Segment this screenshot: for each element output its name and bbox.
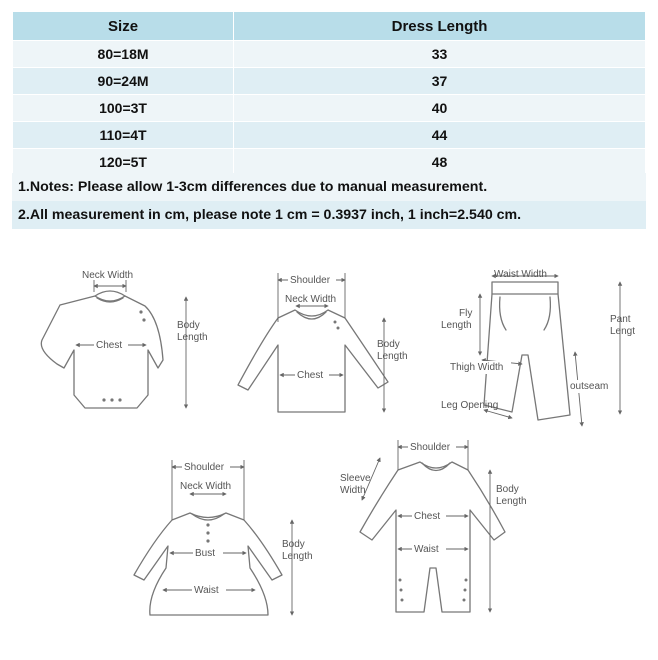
pants-outseam-label: outseam <box>570 381 609 392</box>
size-cell: 80=18M <box>13 41 234 68</box>
dress-length-label: Length <box>282 551 313 562</box>
dress-shoulder-label: Shoulder <box>184 462 225 473</box>
size-cell: 120=5T <box>13 149 234 176</box>
romper-width-label: Width <box>340 485 366 496</box>
romper-body-label: Body <box>496 484 519 495</box>
romper-length-label: Length <box>496 496 527 507</box>
size-cell: 100=3T <box>13 95 234 122</box>
bodysuit-length-label: Length <box>177 332 208 343</box>
bodysuit-neck-width-label: Neck Width <box>82 270 134 281</box>
romper-waist-label: Waist <box>414 544 439 555</box>
size-cell: 90=24M <box>13 68 234 95</box>
romper-sleeve-label: Sleeve <box>340 473 371 484</box>
dress-body-label: Body <box>282 539 305 550</box>
note-2: 2.All measurement in cm, please note 1 cm = 0.3937 inch, 1 inch=2.540 cm. <box>12 201 646 229</box>
length-cell: 40 <box>234 95 646 122</box>
pants-pant-label: Pant <box>610 314 631 325</box>
dress-waist-label: Waist <box>194 585 219 596</box>
shirt-length-label: Length <box>377 351 408 362</box>
bodysuit-body-label: Body <box>177 320 200 331</box>
length-cell: 44 <box>234 122 646 149</box>
pants-thigh-width-label: Thigh Width <box>450 362 504 373</box>
header-dress-length: Dress Length <box>234 12 646 41</box>
length-cell: 48 <box>234 149 646 176</box>
dress-bust-label: Bust <box>195 548 216 559</box>
pants-fly-label: Fly <box>459 308 473 319</box>
note-1: 1.Notes: Please allow 1-3cm differences due to manual measurement. <box>12 173 646 201</box>
bodysuit-chest-label: Chest <box>96 340 123 351</box>
pants-diagram <box>441 269 635 426</box>
pants-length-label: Length <box>441 320 472 331</box>
header-size: Size <box>13 12 234 41</box>
pants-leg-opening-label: Leg Opening <box>441 400 499 411</box>
shirt-body-label: Body <box>377 339 400 350</box>
romper-diagram <box>340 440 527 612</box>
size-cell: 110=4T <box>13 122 234 149</box>
dress-neck-width-label: Neck Width <box>180 481 232 492</box>
romper-chest-label: Chest <box>414 511 441 522</box>
shirt-diagram <box>238 273 408 412</box>
shirt-chest-label: Chest <box>297 370 324 381</box>
dress-diagram <box>134 460 313 615</box>
shirt-shoulder-label: Shoulder <box>290 275 331 286</box>
pants-lengt-label: Lengt <box>610 326 636 337</box>
romper-shoulder-label: Shoulder <box>410 442 451 453</box>
shirt-neck-width-label: Neck Width <box>285 294 337 305</box>
bodysuit-diagram <box>41 270 207 408</box>
length-cell: 37 <box>234 68 646 95</box>
pants-waist-width-label: Waist Width <box>494 269 547 280</box>
length-cell: 33 <box>234 41 646 68</box>
